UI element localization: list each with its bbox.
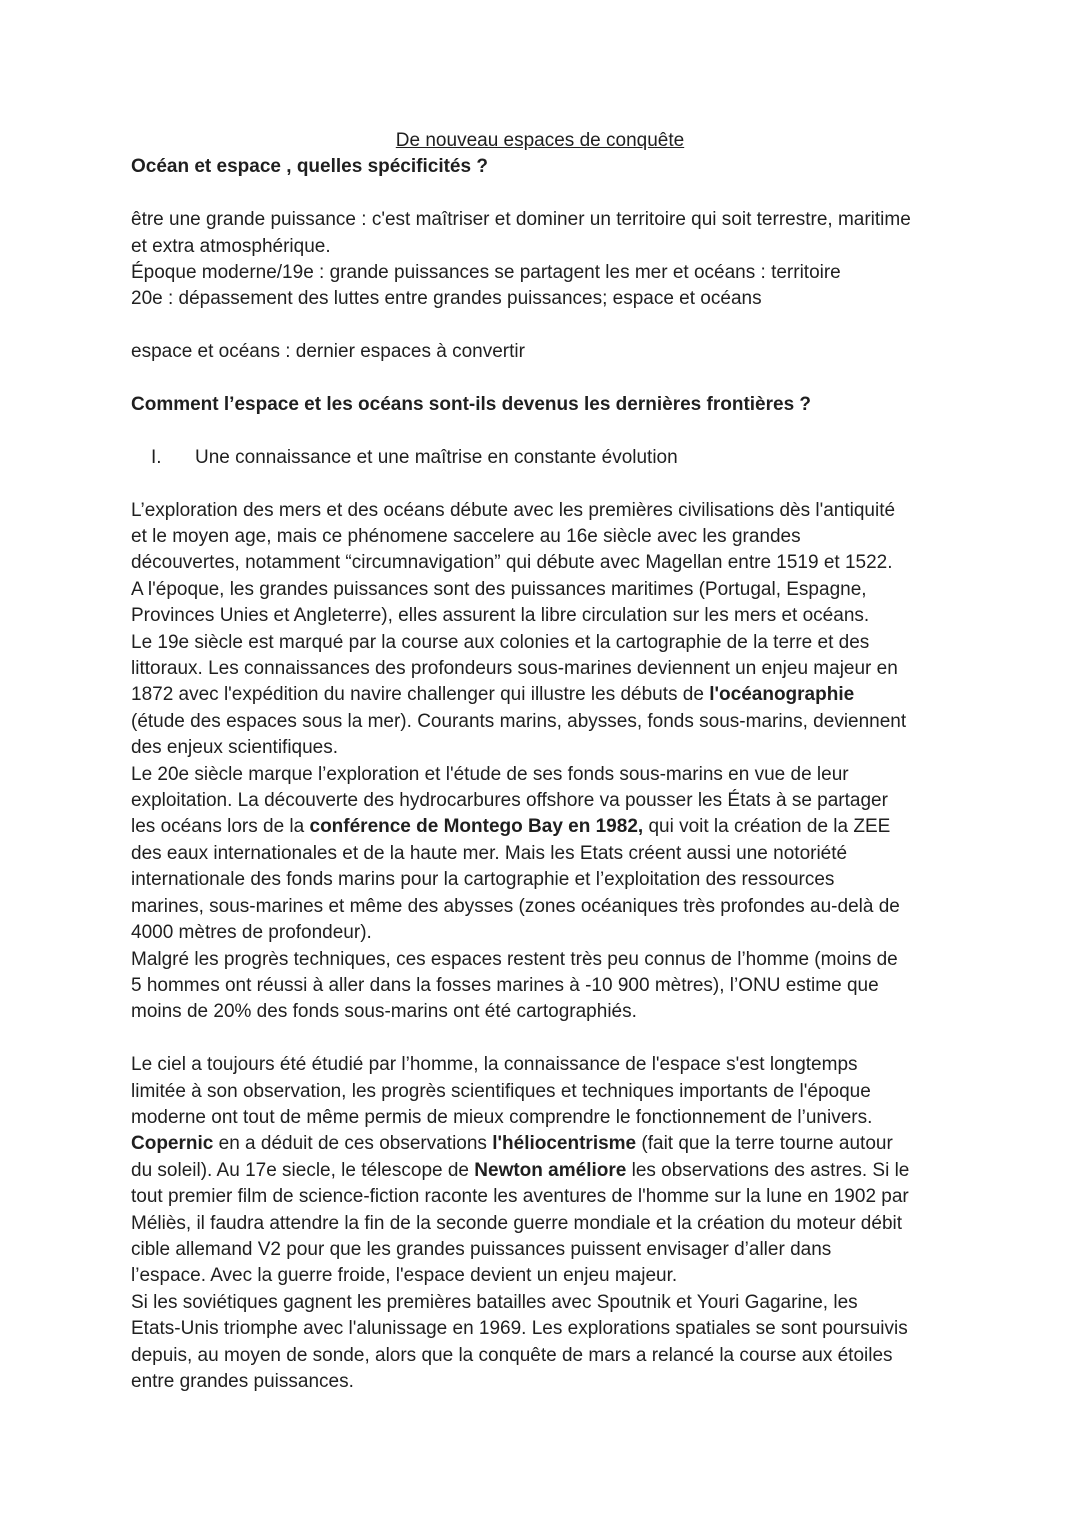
space-line: Etats-Unis triomphe avec l'alunissage en 1969. Les explorations spatiales se sont poursuivis (131, 1318, 908, 1340)
newton-term: Newton améliore (474, 1159, 627, 1181)
space-line: entre grandes puissances. (131, 1371, 354, 1392)
copernic-term: Copernic (131, 1133, 214, 1155)
ocean-line: Provinces Unies et Angleterre), elles assurent la libre circulation sur les mers et océans. (131, 605, 870, 627)
ocean-line: moins de 20% des fonds sous-marins ont été cartographiés. (131, 1001, 637, 1023)
space-line (131, 1131, 961, 1157)
intro-line: être une grande puissance : c'est maîtriser et dominer un territoire qui soit terrestre, maritime (131, 209, 911, 231)
space-line: tout premier film de science-fiction raconte les aventures de l'homme sur la lune en 1902 par (131, 1186, 909, 1208)
ocean-line: 5 hommes ont réussi à aller dans la fosses marines à -10 900 mètres), l’ONU estime que (131, 974, 879, 996)
section-number: I. (151, 446, 162, 468)
ocean-line: Le 20e siècle marque l’exploration et l'étude de ses fonds sous-marins en vue de leur (131, 763, 849, 785)
ocean-line: A l'époque, les grandes puissances sont des puissances maritimes (Portugal, Espagne, (131, 578, 867, 600)
space-line: l’espace. Avec la guerre froide, l'espace devient un enjeu majeur. (131, 1265, 678, 1287)
ocean-line: 4000 mètres de profondeur). (131, 922, 372, 944)
spacer (131, 471, 961, 497)
space-text: les observations des astres. Si le (626, 1159, 910, 1181)
space-paragraph (131, 1052, 961, 1395)
intro-line: Époque moderne/19e : grande puissances se partagent les mer et océans : territoire (131, 262, 841, 284)
ocean-line (131, 682, 961, 708)
space-line: Méliès, il faudra attendre la fin de la seconde guerre mondiale et la création du moteur débit (131, 1212, 903, 1234)
space-line (131, 1158, 961, 1184)
ocean-text: 1872 avec l'expédition du navire challenger qui illustre les débuts de (131, 684, 710, 706)
intro-conclusion: espace et océans : dernier espaces à convertir (131, 341, 525, 363)
spacer (131, 313, 961, 339)
ocean-line: exploitation. La découverte des hydrocarbures offshore va pousser les États à se partager (131, 790, 888, 812)
space-line: Le ciel a toujours été étudié par l’homme, la connaissance de l'espace s'est longtemps (131, 1054, 858, 1076)
problem-question: Comment l’espace et les océans sont-ils devenus les dernières frontières ? (131, 394, 812, 416)
ocean-line (131, 814, 961, 840)
spacer (131, 366, 961, 392)
spacer (131, 418, 961, 444)
intro-line: et extra atmosphérique. (131, 235, 331, 257)
space-line: moderne ont tout de même permis de mieux comprendre le fonctionnement de l’univers. (131, 1106, 873, 1128)
ocean-line: des eaux internationales et de la haute mer. Mais les Etats créent aussi une notoriété (131, 842, 848, 864)
intro-line: 20e : dépassement des luttes entre grandes puissances; espace et océans (131, 288, 762, 310)
ocean-line: (étude des espaces sous la mer). Courants marins, abysses, fonds sous-marins, deviennent (131, 710, 907, 732)
oceanographie-term: l'océanographie (709, 684, 855, 706)
ocean-line: Malgré les progrès techniques, ces espaces restent très peu connus de l’homme (moins de (131, 948, 898, 970)
space-line: cible allemand V2 pour que les grandes puissances puissent envisager d’aller dans (131, 1238, 832, 1260)
space-text: (fait que la terre tourne autour (636, 1133, 893, 1155)
ocean-text: qui voit la création de la ZEE (643, 816, 891, 838)
ocean-line: découvertes, notamment “circumnavigation” qui débute avec Magellan entre 1519 et 1522. (131, 552, 893, 574)
document-subtitle: Océan et espace , quelles spécificités ? (131, 156, 488, 178)
ocean-line: Le 19e siècle est marqué par la course aux colonies et la cartographie de la terre et des (131, 631, 870, 653)
ocean-line: des enjeux scientifiques. (131, 737, 339, 759)
spacer (131, 181, 961, 207)
section-heading (131, 445, 961, 471)
space-line: Si les soviétiques gagnent les premières batailles avec Spoutnik et Youri Gagarine, les (131, 1291, 858, 1313)
space-line: limitée à son observation, les progrès scientifiques et techniques importants de l'époque (131, 1080, 871, 1102)
heliocentrisme-term: l'héliocentrisme (492, 1133, 637, 1155)
document-page (131, 128, 961, 1395)
ocean-line: marines, sous-marines et même des abysses (zones océaniques très profondes au-delà de (131, 895, 900, 917)
montego-bay-term: conférence de Montego Bay en 1982, (309, 816, 644, 838)
space-text: du soleil). Au 17e siecle, le télescope de (131, 1159, 475, 1181)
ocean-paragraph (131, 498, 961, 1026)
ocean-line: littoraux. Les connaissances des profondeurs sous-marines deviennent un enjeu majeur en (131, 658, 898, 680)
space-line: depuis, au moyen de sonde, alors que la conquête de mars a relancé la course aux étoiles (131, 1344, 893, 1366)
ocean-text: les océans lors de la (131, 816, 310, 838)
document-title: De nouveau espaces de conquête (395, 130, 685, 151)
ocean-line: internationale des fonds marins pour la cartographie et l’exploitation des ressources (131, 869, 835, 891)
intro-paragraph (131, 207, 961, 313)
spacer (131, 1026, 961, 1052)
ocean-line: L’exploration des mers et des océans débute avec les premières civilisations dès l'antiquité (131, 499, 896, 521)
ocean-line: et le moyen age, mais ce phénomene saccelere au 16e siècle avec les grandes (131, 526, 801, 548)
section-title: Une connaissance et une maîtrise en constante évolution (195, 446, 678, 468)
space-text: en a déduit de ces observations (213, 1133, 493, 1155)
